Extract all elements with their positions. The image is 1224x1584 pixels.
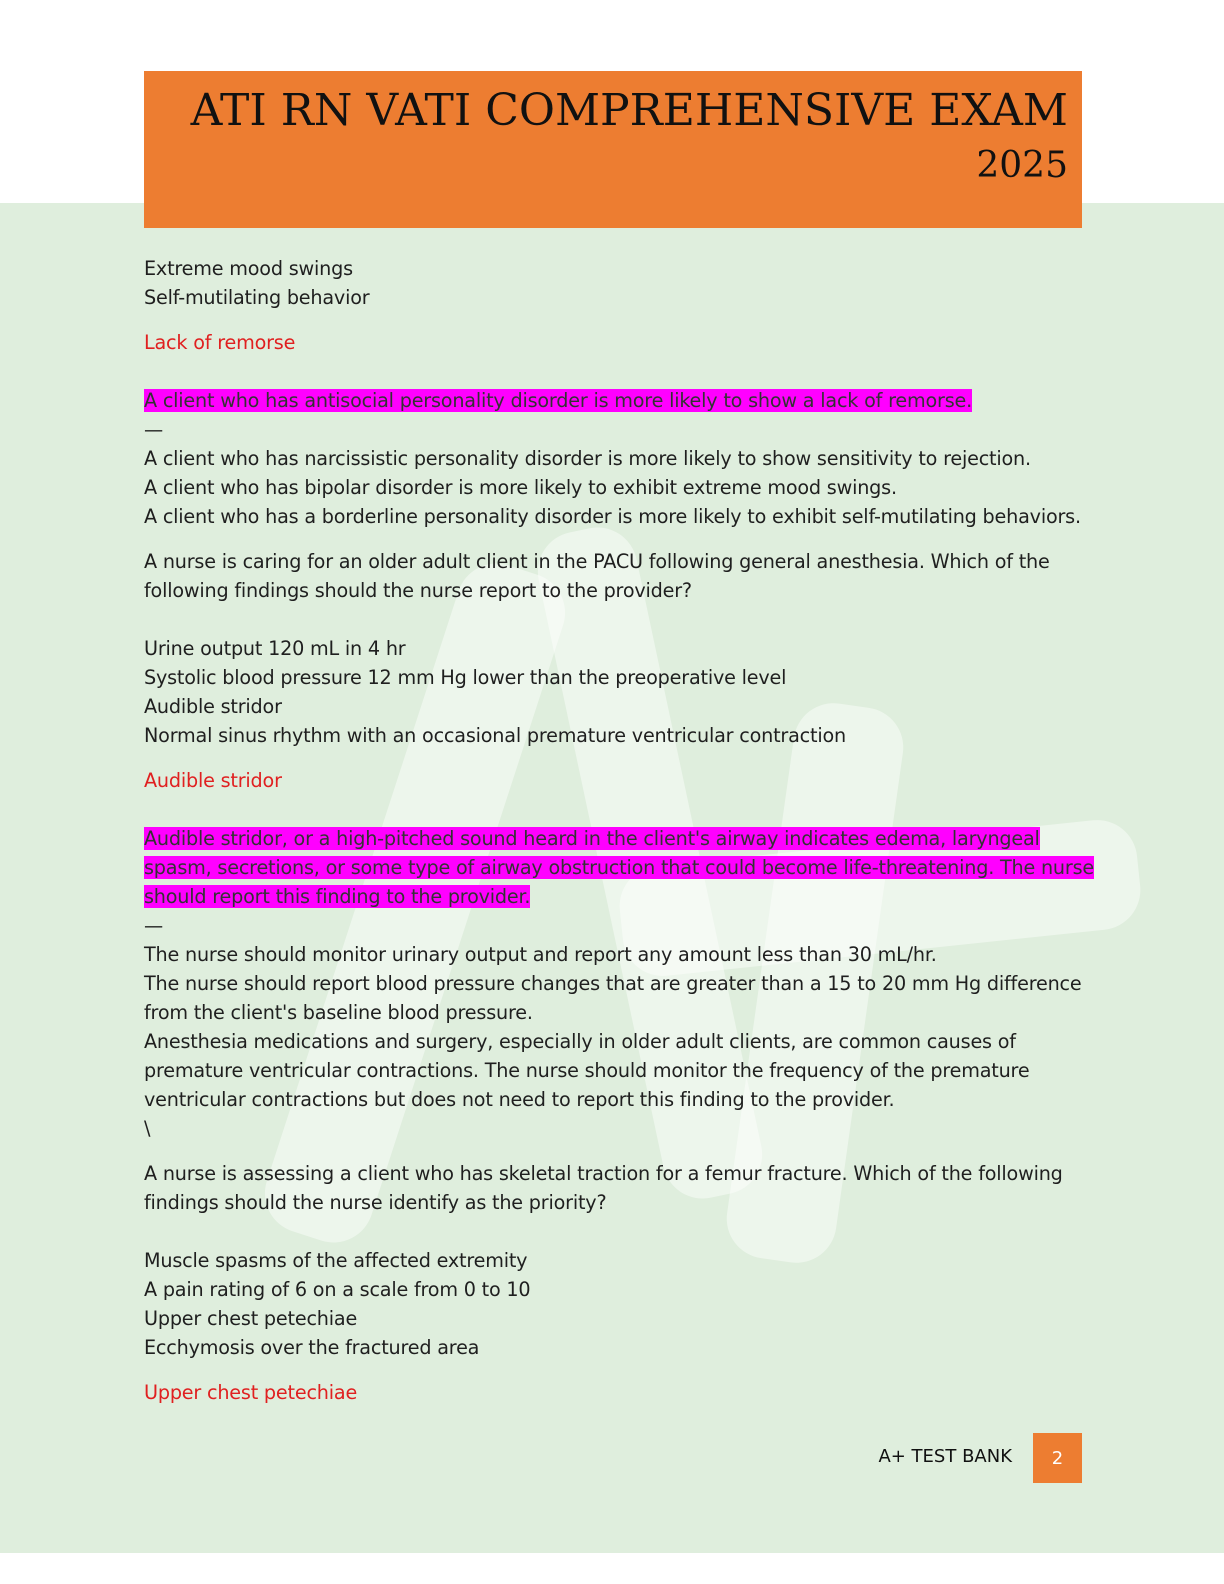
divider: —: [144, 418, 163, 441]
correct-answer: Audible stridor: [144, 769, 282, 792]
explanation-text: Anesthesia medications and surgery, especially in older adult clients, are common causes of: [144, 1030, 1016, 1053]
option-text: Audible stridor: [144, 695, 282, 718]
explanation-text: The nurse should monitor urinary output and report any amount less than 30 mL/hr.: [144, 943, 937, 966]
document-year: 2025: [976, 145, 1068, 186]
question-stem: following findings should the nurse report to the provider?: [144, 579, 692, 602]
page-number-badge: [1033, 1433, 1082, 1483]
document-body: [144, 254, 1094, 1407]
explanation-text: A client who has narcissistic personality disorder is more likely to show sensitivity to rejection.: [144, 447, 1031, 470]
explanation-text: A client who has bipolar disorder is more likely to exhibit extreme mood swings.: [144, 476, 897, 499]
divider: —: [144, 914, 163, 937]
option-text: Systolic blood pressure 12 mm Hg lower than the preoperative level: [144, 666, 787, 689]
option-text: Urine output 120 mL in 4 hr: [144, 637, 406, 660]
rationale-highlight: A client who has antisocial personality disorder is more likely to show a lack of remorse.: [144, 389, 972, 412]
page-number: 2: [1051, 1447, 1064, 1469]
rationale-highlight: should report this finding to the provider.: [144, 885, 531, 908]
document-header-banner: [144, 71, 1082, 228]
option-text: Upper chest petechiae: [144, 1307, 358, 1330]
page-bottom-margin: [0, 1553, 1224, 1584]
option-text: A pain rating of 6 on a scale from 0 to 10: [144, 1278, 531, 1301]
explanation-text: A client who has a borderline personality disorder is more likely to exhibit self-mutilating behaviors.: [144, 505, 1081, 528]
question-stem: A nurse is assessing a client who has skeletal traction for a femur fracture. Which of the following: [144, 1162, 1063, 1185]
correct-answer: Lack of remorse: [144, 331, 296, 354]
explanation-text: The nurse should report blood pressure changes that are greater than a 15 to 20 mm Hg difference: [144, 972, 1082, 995]
explanation-text: ventricular contractions but does not need to report this finding to the provider.: [144, 1088, 895, 1111]
correct-answer: Upper chest petechiae: [144, 1381, 358, 1404]
question-stem: A nurse is caring for an older adult client in the PACU following general anesthesia. Which of the: [144, 550, 1050, 573]
document-title: ATI RN VATI COMPREHENSIVE EXAM: [190, 85, 1068, 136]
footer-label: A+ TEST BANK: [878, 1446, 1012, 1467]
explanation-text: from the client's baseline blood pressure.: [144, 1001, 533, 1024]
option-text: Extreme mood swings: [144, 257, 353, 280]
stray-backslash: \: [144, 1117, 151, 1140]
explanation-text: premature ventricular contractions. The nurse should monitor the frequency of the premature: [144, 1059, 1030, 1082]
rationale-highlight: Audible stridor, or a high-pitched sound heard in the client's airway indicates edema, laryngeal: [144, 827, 1040, 850]
option-text: Normal sinus rhythm with an occasional premature ventricular contraction: [144, 724, 846, 747]
option-text: Ecchymosis over the fractured area: [144, 1336, 480, 1359]
option-text: Self-mutilating behavior: [144, 286, 370, 309]
rationale-highlight: spasm, secretions, or some type of airway obstruction that could become life-threatening. The nurse: [144, 856, 1094, 879]
question-stem: findings should the nurse identify as the priority?: [144, 1191, 607, 1214]
option-text: Muscle spasms of the affected extremity: [144, 1249, 528, 1272]
